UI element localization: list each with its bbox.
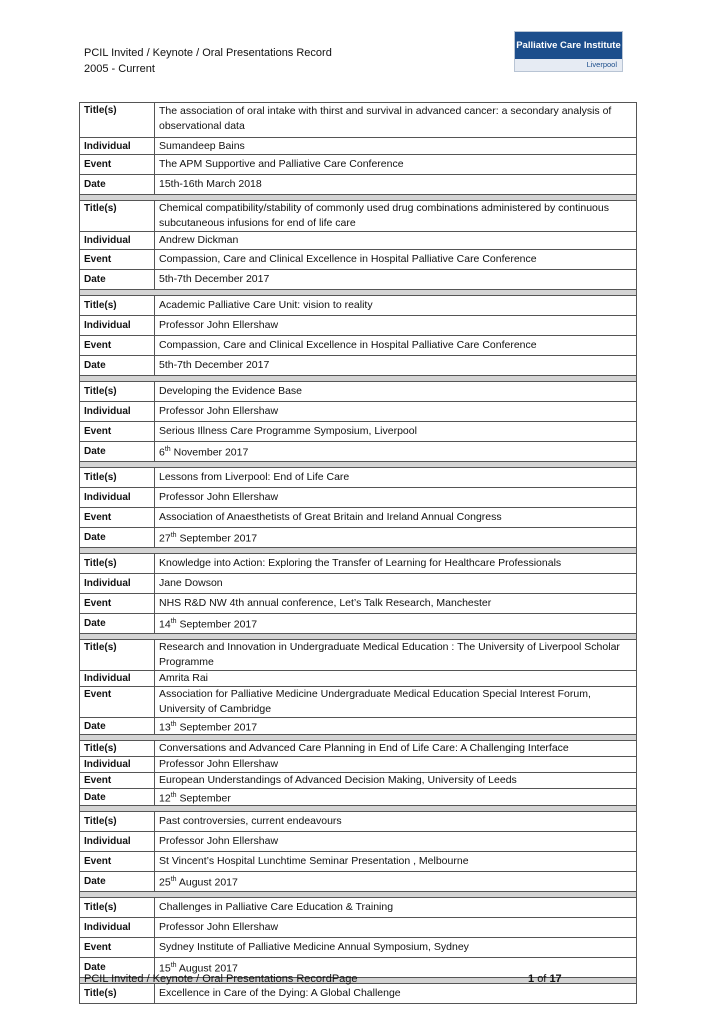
date-value: 5th-7th December 2017 <box>159 273 270 285</box>
individual-value: Andrew Dickman <box>159 234 239 246</box>
event-label: Event <box>80 155 155 174</box>
title-label: Title(s) <box>80 812 155 831</box>
footer-caption: PCIL Invited / Keynote / Oral Presentations RecordPage <box>84 973 358 985</box>
date-row <box>79 718 637 735</box>
individual-row <box>79 402 637 422</box>
date-label: Date <box>80 356 155 375</box>
event-row <box>79 773 637 789</box>
date-label: Date <box>80 614 155 633</box>
date-row <box>79 789 637 806</box>
date-row <box>79 175 637 195</box>
date-value: 13th September 2017 <box>159 720 258 734</box>
date-label: Date <box>80 958 155 977</box>
title-value: Past controversies, current endeavours <box>159 815 342 827</box>
title-row <box>79 898 637 918</box>
event-value: NHS R&D NW 4th annual conference, Let’s Talk Research, Manchester <box>159 597 492 609</box>
event-row <box>79 422 637 442</box>
individual-value: Professor John Ellershaw <box>159 405 279 417</box>
event-row <box>79 250 637 270</box>
individual-label: Individual <box>80 316 155 335</box>
event-label: Event <box>80 422 155 441</box>
date-value: 25th August 2017 <box>159 876 238 889</box>
title-label: Title(s) <box>80 201 155 231</box>
event-label: Event <box>80 852 155 871</box>
title-label: Title(s) <box>80 898 155 917</box>
title-label: Title(s) <box>80 382 155 401</box>
individual-value: Professor John Ellershaw <box>159 835 279 847</box>
individual-label: Individual <box>80 138 155 154</box>
page-number: 1 of 17 <box>528 973 562 985</box>
individual-row <box>79 488 637 508</box>
title-label: Title(s) <box>80 554 155 573</box>
title-label: Title(s) <box>80 984 155 1003</box>
event-label: Event <box>80 336 155 355</box>
event-label: Event <box>80 687 155 717</box>
title-row <box>79 468 637 488</box>
title-value: Knowledge into Action: Exploring the Transfer of Learning for Healthcare Professionals <box>159 557 562 569</box>
title-value: The association of oral intake with thirst and survival in advanced cancer: a secondary analysis of observational data <box>159 105 612 132</box>
date-label: Date <box>80 175 155 194</box>
title-row <box>79 812 637 832</box>
title-value: Challenges in Palliative Care Education & Training <box>159 901 394 913</box>
individual-row <box>79 757 637 773</box>
event-value: Serious Illness Care Programme Symposium, Liverpool <box>159 425 417 437</box>
individual-label: Individual <box>80 232 155 249</box>
date-value: 6th November 2017 <box>159 446 249 459</box>
title-value: Academic Palliative Care Unit: vision to reality <box>159 299 373 311</box>
date-value: 27th September 2017 <box>159 532 258 545</box>
individual-value: Amrita Rai <box>159 672 209 684</box>
event-row <box>79 594 637 614</box>
title-row <box>79 103 637 138</box>
logo <box>514 31 623 72</box>
event-row <box>79 155 637 175</box>
individual-label: Individual <box>80 671 155 686</box>
event-value: European Understandings of Advanced Decision Making, University of Leeds <box>159 774 517 786</box>
date-row <box>79 356 637 376</box>
individual-label: Individual <box>80 918 155 937</box>
title-row <box>79 640 637 671</box>
event-row <box>79 508 637 528</box>
title-row <box>79 741 637 757</box>
title-label: Title(s) <box>80 741 155 756</box>
title-row <box>79 382 637 402</box>
date-value: 14th September 2017 <box>159 618 258 631</box>
event-label: Event <box>80 250 155 269</box>
title-value: Conversations and Advanced Care Planning in End of Life Care: A Challenging Interface <box>159 742 569 754</box>
date-label: Date <box>80 270 155 289</box>
individual-label: Individual <box>80 832 155 851</box>
date-label: Date <box>80 789 155 805</box>
individual-label: Individual <box>80 402 155 421</box>
title-row <box>79 296 637 316</box>
event-label: Event <box>80 594 155 613</box>
event-value: Compassion, Care and Clinical Excellence in Hospital Palliative Care Conference <box>159 339 537 351</box>
individual-value: Professor John Ellershaw <box>159 758 279 770</box>
individual-row <box>79 316 637 336</box>
date-row <box>79 270 637 290</box>
title-label: Title(s) <box>80 640 155 670</box>
individual-row <box>79 138 637 155</box>
date-row <box>79 614 637 634</box>
date-row <box>79 872 637 892</box>
individual-value: Professor John Ellershaw <box>159 319 279 331</box>
title-value: Lessons from Liverpool: End of Life Care <box>159 471 350 483</box>
event-row <box>79 336 637 356</box>
individual-row <box>79 671 637 687</box>
event-value: Association of Anaesthetists of Great Britain and Ireland Annual Congress <box>159 511 502 523</box>
title-value: Developing the Evidence Base <box>159 385 303 397</box>
event-value: St Vincent’s Hospital Lunchtime Seminar Presentation , Melbourne <box>159 855 469 867</box>
title-row <box>79 554 637 574</box>
individual-row <box>79 574 637 594</box>
individual-value: Jane Dowson <box>159 577 223 589</box>
individual-value: Sumandeep Bains <box>159 139 245 152</box>
title-value: Research and Innovation in Undergraduate Medical Education : The University of Liverpool Scholar Programme <box>159 641 620 668</box>
title-value: Chemical compatibility/stability of commonly used drug combinations administered by continuous subcutaneous infusions for end of life care <box>159 202 609 229</box>
event-row <box>79 687 637 718</box>
title-label: Title(s) <box>80 468 155 487</box>
date-label: Date <box>80 718 155 734</box>
event-value: The APM Supportive and Palliative Care Conference <box>159 158 404 170</box>
header-period: 2005 - Current <box>84 63 155 75</box>
date-label: Date <box>80 442 155 461</box>
event-value: Sydney Institute of Palliative Medicine Annual Symposium, Sydney <box>159 941 469 953</box>
event-row <box>79 852 637 872</box>
individual-row <box>79 232 637 250</box>
logo-subtitle: Liverpool <box>515 59 622 71</box>
date-value: 5th-7th December 2017 <box>159 359 270 371</box>
event-value: Association for Palliative Medicine Undergraduate Medical Education Special Interest Forum, University of Cambridge <box>159 688 591 715</box>
individual-label: Individual <box>80 574 155 593</box>
individual-label: Individual <box>80 488 155 507</box>
individual-value: Professor John Ellershaw <box>159 921 279 933</box>
date-value: 15th August 2017 <box>159 962 238 975</box>
title-row <box>79 984 637 1004</box>
title-row <box>79 201 637 232</box>
individual-row <box>79 832 637 852</box>
presentations-table <box>79 102 637 1004</box>
date-row <box>79 442 637 462</box>
individual-value: Professor John Ellershaw <box>159 491 279 503</box>
event-label: Event <box>80 773 155 788</box>
event-label: Event <box>80 938 155 957</box>
date-label: Date <box>80 872 155 891</box>
event-label: Event <box>80 508 155 527</box>
event-value: Compassion, Care and Clinical Excellence in Hospital Palliative Care Conference <box>159 253 537 265</box>
header-title: PCIL Invited / Keynote / Oral Presentations Record <box>84 47 332 59</box>
individual-row <box>79 918 637 938</box>
title-label: Title(s) <box>80 296 155 315</box>
individual-label: Individual <box>80 757 155 772</box>
title-value: Excellence in Care of the Dying: A Global Challenge <box>159 987 401 999</box>
logo-title: Palliative Care Institute <box>515 32 622 59</box>
title-label: Title(s) <box>80 103 155 137</box>
date-row <box>79 528 637 548</box>
event-row <box>79 938 637 958</box>
date-value: 15th-16th March 2018 <box>159 178 262 190</box>
date-label: Date <box>80 528 155 547</box>
date-value: 12th September <box>159 791 231 805</box>
